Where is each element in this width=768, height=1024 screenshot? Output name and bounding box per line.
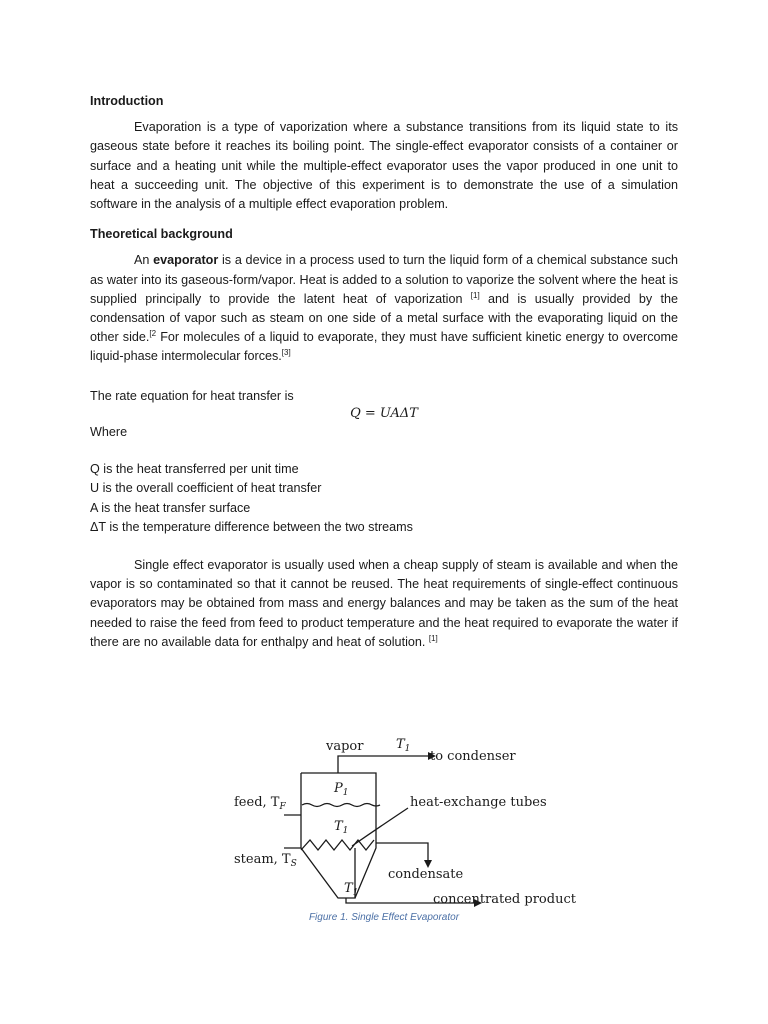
feed-label: feed, $T_F$ bbox=[234, 795, 286, 812]
reference-2: [2 bbox=[149, 329, 157, 339]
reference-1: [1] bbox=[470, 290, 480, 300]
vapor-label: vapor bbox=[326, 739, 364, 754]
heat-tubes-leader bbox=[352, 808, 408, 846]
evaporator-term: evaporator bbox=[153, 253, 219, 268]
definition-item: ΔT is the temperature difference between the two streams bbox=[90, 519, 413, 534]
concentrated-product-label: concentrated product bbox=[433, 892, 576, 907]
definition-item: U is the overall coefficient of heat transfer bbox=[90, 481, 322, 496]
theory-paragraph: An evaporator is a device in a process used to turn the liquid form of a chemical substance such as water into its gaseous-form/vapor. Heat is added to a solution to vaporize the solvent where the heat is supplied principally to provide the latent heat of vaporization [1] and is usually provided by the condensation of vapor such as steam on one side of a metal surface with the evaporating liquid on the other side.$^{[2}$ For molecules of a liquid to evaporate, they must have sufficient kinetic energy to overcome liquid-phase intermolecular forces.[3] bbox=[90, 253, 679, 364]
reference-3: [3] bbox=[281, 348, 291, 358]
condensate-label: condensate bbox=[388, 867, 464, 882]
where-label: Where bbox=[90, 425, 128, 440]
heat-exchange-tubes bbox=[301, 840, 374, 850]
heat-exchange-tubes-label: heat-exchange tubes bbox=[410, 795, 547, 810]
evaporator-diagram-svg bbox=[228, 738, 588, 928]
rate-equation-intro: The rate equation for heat transfer is bbox=[90, 388, 294, 403]
to-condenser-label: to condenser bbox=[430, 749, 516, 764]
vapor-pipe bbox=[338, 756, 428, 773]
rate-equation: Q = UAΔT bbox=[350, 405, 418, 421]
introduction-paragraph: Evaporation is a type of vaporization where a substance transitions from its liquid state to its gaseous state before it reaches its boiling point. The single-effect evaporator consists of a container or surface and a heating unit while the multiple-effect evaporator uses the vapor produced in one unit to heat a succeeding unit. The objective of this experiment is to demonstrate the use of a simulation software in the analysis of a multiple effect evaporation problem. bbox=[90, 120, 678, 212]
theory-heading: Theoretical background bbox=[90, 227, 233, 242]
figure-caption: Figure 1. Single Effect Evaporator bbox=[308, 912, 460, 923]
t1-bottom-label: $T_1$ bbox=[344, 881, 359, 898]
single-effect-paragraph: Single effect evaporator is usually used when a cheap supply of steam is available and when the vapor is so contaminated so that it cannot be reused. The heat requirements of single-effect continuous evaporators may be obtained from mass and energy balances and may be taken as the sum of the heat needed to raise the feed from feed to product temperature and the heat required to evaporate the water if there are no available data for enthalpy and heat of solution. [1] bbox=[90, 558, 678, 649]
t1-top-label: $T_1$ bbox=[396, 738, 411, 754]
document-body bbox=[90, 92, 678, 663]
p1-label: $P_1$ bbox=[334, 781, 349, 798]
evaporator-diagram bbox=[228, 738, 588, 928]
definition-list bbox=[90, 460, 678, 537]
definition-item: A is the heat transfer surface bbox=[90, 500, 251, 515]
liquid-surface bbox=[302, 804, 380, 807]
definition-item: Q is the heat transferred per unit time bbox=[90, 462, 299, 477]
introduction-heading: Introduction bbox=[90, 94, 164, 108]
reference-1: [1] bbox=[428, 633, 438, 643]
steam-label: steam, $T_S$ bbox=[234, 852, 297, 869]
t1-mid-label: $T_1$ bbox=[334, 819, 349, 836]
condensate-pipe bbox=[376, 843, 428, 860]
